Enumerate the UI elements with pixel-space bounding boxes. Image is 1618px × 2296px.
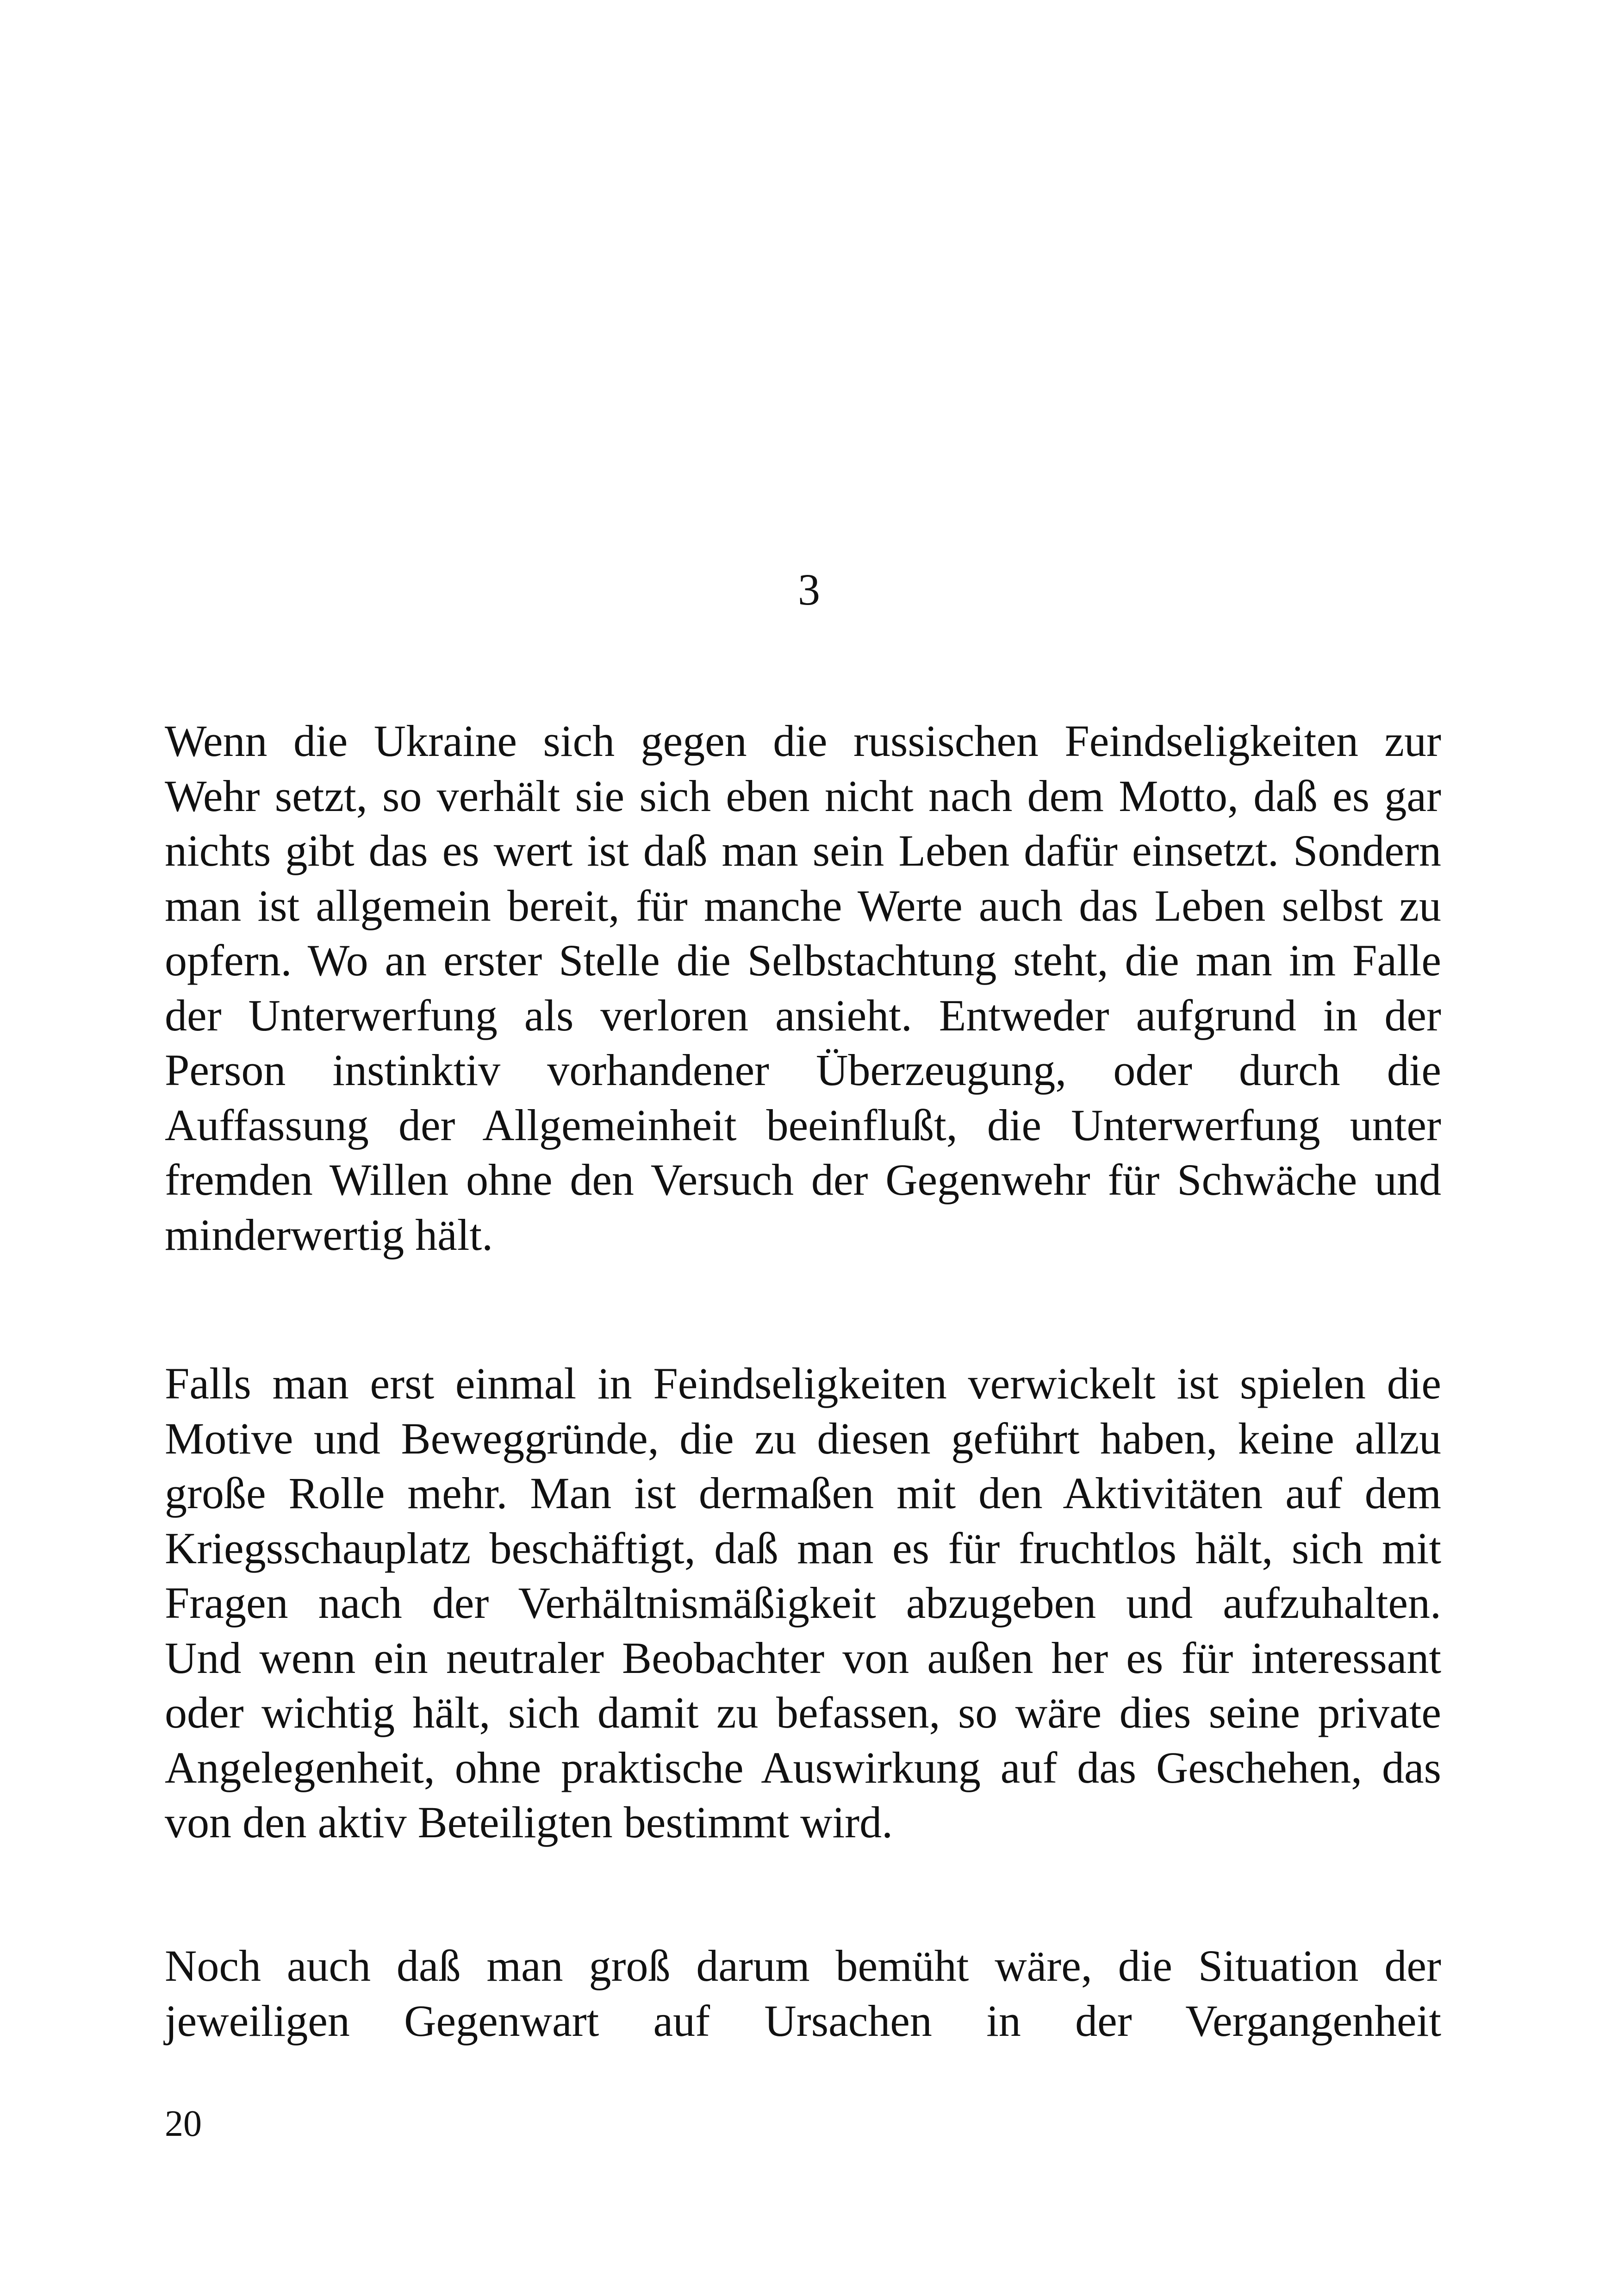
text-line: oder wichtig hält, sich damit zu befassen, so wäre dies seine private xyxy=(165,1688,1441,1737)
text-line: minderwertig hält. xyxy=(165,1210,493,1260)
text-line: Falls man erst einmal in Feindseligkeiten verwickelt ist spielen die xyxy=(165,1359,1441,1408)
text-line: große Rolle mehr. Man ist dermaßen mit den Aktivitäten auf dem xyxy=(165,1468,1441,1518)
text-line: Und wenn ein neutraler Beobachter von außen her es für interessant xyxy=(165,1633,1441,1683)
text-line: von den aktiv Beteiligten bestimmt wird. xyxy=(165,1797,893,1847)
text-line: Fragen nach der Verhältnismäßigkeit abzugeben und aufzuhalten. xyxy=(165,1578,1441,1628)
text-line: Person instinktiv vorhandener Überzeugung, oder durch die xyxy=(165,1045,1441,1095)
paragraph-1 xyxy=(165,714,1441,1262)
text-line: Motive und Beweggründe, die zu diesen geführt haben, keine allzu xyxy=(165,1413,1441,1463)
page-number: 20 xyxy=(165,2103,202,2144)
text-line: Wenn die Ukraine sich gegen die russischen Feindseligkeiten zur xyxy=(165,716,1441,766)
text-line: Noch auch daß man groß darum bemüht wäre, die Situation der xyxy=(165,1941,1441,1990)
text-line: jeweiligen Gegenwart auf Ursachen in der Vergangenheit xyxy=(165,1996,1441,2046)
text-line: fremden Willen ohne den Versuch der Gegenwehr für Schwäche und xyxy=(165,1155,1441,1204)
text-line: man ist allgemein bereit, für manche Werte auch das Leben selbst zu xyxy=(165,880,1441,930)
paragraph-3 xyxy=(165,1939,1441,2048)
text-line: Kriegsschauplatz beschäftigt, daß man es für fruchtlos hält, sich mit xyxy=(165,1523,1441,1573)
text-line: der Unterwerfung als verloren ansieht. Entweder aufgrund in der xyxy=(165,990,1441,1040)
text-line: opfern. Wo an erster Stelle die Selbstachtung steht, die man im Falle xyxy=(165,936,1441,985)
text-line: Angelegenheit, ohne praktische Auswirkung auf das Geschehen, das xyxy=(165,1742,1441,1792)
paragraph-2 xyxy=(165,1356,1441,1850)
chapter-number: 3 xyxy=(798,565,820,614)
text-line: Auffassung der Allgemeinheit beeinflußt, die Unterwerfung unter xyxy=(165,1100,1441,1150)
text-line: Wehr setzt, so verhält sie sich eben nicht nach dem Motto, daß es gar xyxy=(165,771,1441,821)
text-line: nichts gibt das es wert ist daß man sein Leben dafür einsetzt. Sondern xyxy=(165,826,1441,875)
